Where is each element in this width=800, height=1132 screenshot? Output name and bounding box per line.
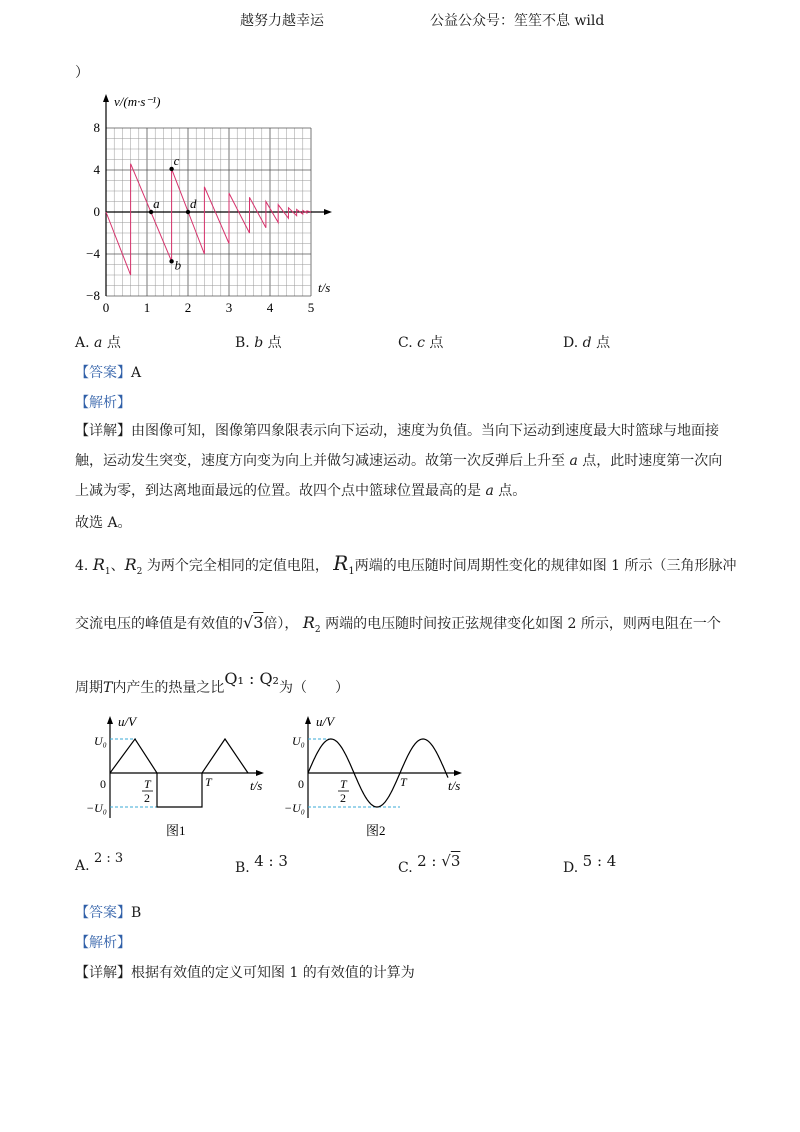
- q4-line1: 4. $R_1$、$R_2$ 为两个完全相同的定值电阻， $R_1$两端的电压随时间周期性变化的规律如图 1 所示（三角形脉冲: [75, 551, 737, 577]
- x-tick-labels: [103, 300, 315, 315]
- y-tick-label: 8: [93, 120, 100, 135]
- svg-text:u/V: u/V: [316, 714, 335, 729]
- x-tick-label: 5: [307, 300, 315, 315]
- point-b: [169, 259, 173, 263]
- q4-line2: 交流电压的峰值是有效值的√3倍）， $R_2$ 两端的电压随时间按正弦规律变化如图 2 所示，则两电阻在一个: [75, 613, 721, 635]
- velocity-time-graph: [80, 88, 340, 318]
- q4-option-d[interactable]: D. 5 : 4: [563, 852, 617, 876]
- q3-answer: 【答案】A: [75, 365, 142, 381]
- x-tick-label: 1: [143, 300, 151, 315]
- header-left: 越努力越幸运: [240, 13, 324, 29]
- figure-2: [278, 712, 473, 842]
- svg-text:T: T: [205, 775, 212, 789]
- x-tick-label: 3: [225, 300, 233, 315]
- svg-text:U₀: U₀: [94, 734, 107, 748]
- point-label-a: a: [153, 196, 160, 211]
- q4-option-c[interactable]: C. 2 : √3: [398, 852, 461, 876]
- q3-conclusion: 故选 A。: [75, 515, 132, 531]
- q4-option-b[interactable]: B. 4 : 3: [235, 852, 288, 876]
- x-tick-label: 4: [266, 300, 274, 315]
- svg-text:U₀: U₀: [292, 734, 305, 748]
- svg-text:u/V: u/V: [118, 714, 137, 729]
- x-tick-label: 2: [184, 300, 192, 315]
- q3-detail: 【详解】由图像可知，图像第四象限表示向下运动，速度为负值。当向下运动到速度最大时篮球与地面接 触，运动发生突变，速度方向变为向上并做匀减速运动。故第一次反弹后上升至 a 点，此时速度第一次向 上减为零，到达离地面最远的位置。故四个点中篮球位置最高的是 a 点。: [75, 423, 723, 499]
- point-label-b: b: [174, 257, 182, 273]
- option-b[interactable]: B. b 点: [235, 335, 282, 351]
- svg-text:T: T: [400, 775, 407, 789]
- y-axis-label: v/(m·s⁻¹): [114, 94, 161, 109]
- option-c[interactable]: C. c 点: [398, 335, 444, 351]
- y-tick-label: −4: [86, 246, 100, 261]
- q4-option-a[interactable]: A. 2 : 3: [75, 851, 124, 874]
- svg-text:t/s: t/s: [250, 778, 263, 793]
- q3-analysis-label: 【解析】: [75, 395, 131, 411]
- q4-detail: 【详解】根据有效值的定义可知图 1 的有效值的计算为: [75, 965, 415, 981]
- question-continuation: ）: [75, 65, 89, 81]
- svg-text:图1: 图1: [166, 823, 186, 838]
- y-tick-label: 0: [93, 204, 100, 219]
- figure-1: [80, 712, 275, 842]
- svg-text:−U₀: −U₀: [86, 801, 107, 815]
- y-tick-label: 4: [93, 162, 100, 177]
- option-d[interactable]: D. d 点: [563, 335, 611, 351]
- point-label-c: c: [173, 152, 180, 168]
- x-axis-arrow: [324, 209, 332, 215]
- header-right: 公益公众号：笙笙不息 wild: [430, 13, 605, 29]
- svg-text:t/s: t/s: [448, 778, 461, 793]
- svg-text:2: 2: [340, 791, 346, 805]
- svg-text:T: T: [340, 777, 347, 791]
- marked-points: [149, 153, 197, 272]
- x-axis-label: t/s: [318, 280, 331, 295]
- svg-text:0: 0: [298, 777, 304, 791]
- q4-answer: 【答案】B: [75, 905, 142, 921]
- q4-analysis-label: 【解析】: [75, 935, 131, 951]
- x-tick-label: 0: [102, 300, 110, 315]
- q4-line3: 周期T内产生的热量之比Q₁ : Q₂为（ ）: [75, 669, 349, 696]
- svg-text:−U₀: −U₀: [284, 801, 305, 815]
- option-a[interactable]: A. a 点: [75, 335, 121, 351]
- point-label-d: d: [190, 196, 197, 211]
- y-tick-labels: [86, 120, 100, 303]
- svg-text:图2: 图2: [366, 823, 386, 838]
- y-tick-label: −8: [86, 288, 100, 303]
- svg-text:0: 0: [100, 777, 106, 791]
- svg-text:T: T: [144, 777, 151, 791]
- y-axis-arrow: [103, 94, 109, 102]
- svg-text:2: 2: [144, 791, 150, 805]
